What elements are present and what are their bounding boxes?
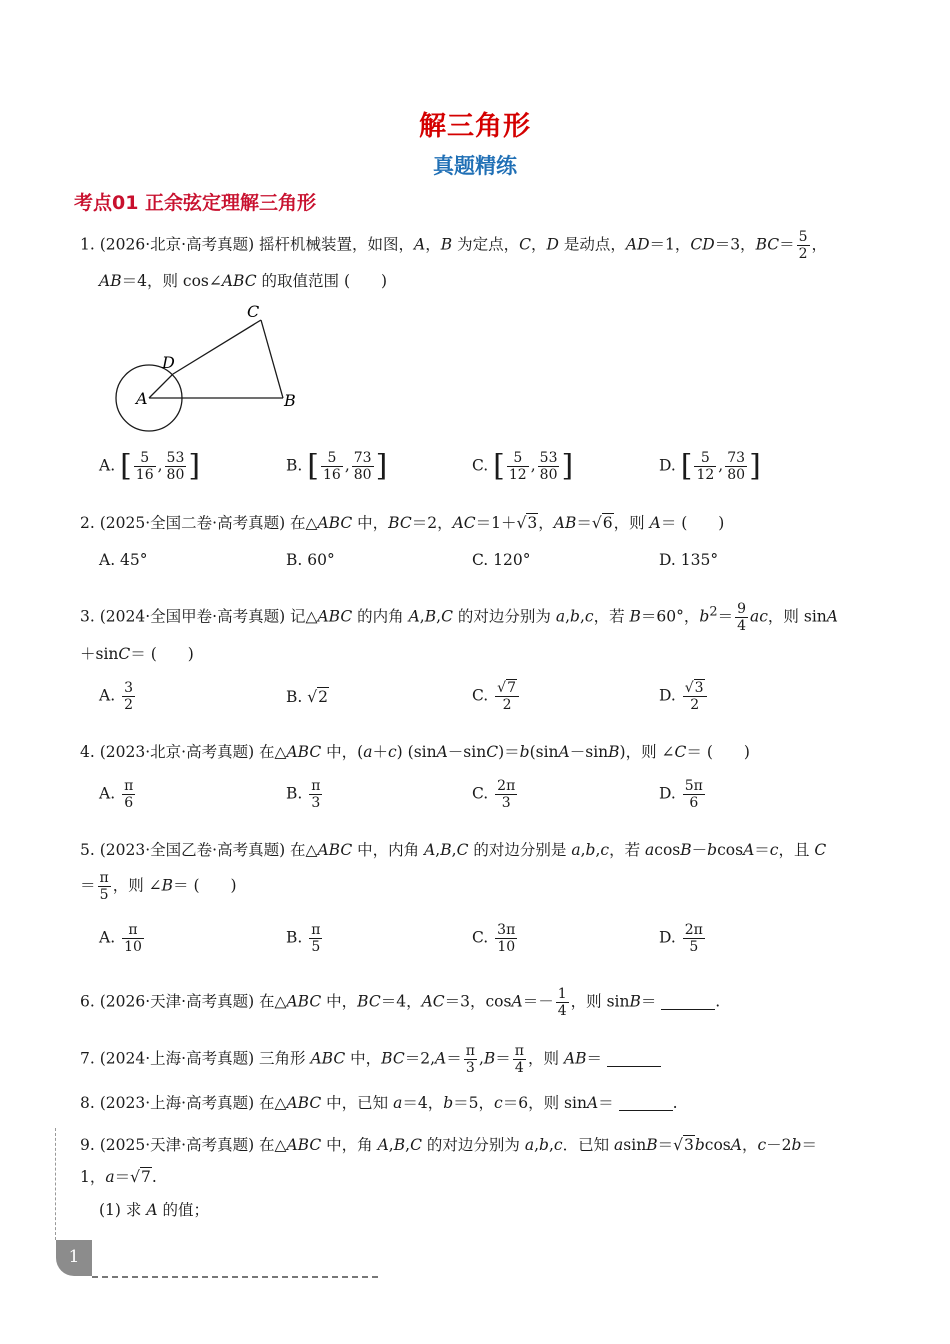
answer-blank-8[interactable] [619, 1110, 673, 1111]
q3-option-c[interactable]: C. $\frac{√7}{2}$ [472, 680, 521, 713]
question-9-line-1: 9. (2025·天津·高考真题) 在△ABC 中，角 A,B,C 的对边分别为 a,b,c．已知 asinB＝√3bcosA，c－2b＝ [80, 1136, 817, 1154]
linkage-diagram [108, 296, 308, 438]
footer-rule [92, 1276, 378, 1278]
question-3-line-1: 3. (2024·全国甲卷·高考真题) 记△ABC 的内角 A,B,C 的对边分别为 a,b,c，若 B＝60°，$b^2=$ $\frac{9}{4}$ ac，则 sinA [80, 601, 838, 634]
margin-rule [55, 1128, 56, 1240]
question-5-line-1: 5. (2023·全国乙卷·高考真题) 在△ABC 中，内角 A,B,C 的对边分别是 a,b,c，若 acosB－bcosA＝c，且 C [80, 841, 827, 859]
question-1-line-1: 1. (2026·北京·高考真题) 摇杆机械装置，如图，A，B 为定点，C，D 是动点，AD＝1，CD＝3，BC＝ $\frac{5}{2}$ ， [80, 229, 828, 262]
segment-ad [149, 374, 173, 398]
question-7-line-1: 7. (2024·上海·高考真题) 三角形 ABC 中，BC＝2,A＝ $\frac{\pi}{3}$ ,B＝ $\frac{\pi}{4}$ ，则 AB＝ [80, 1043, 661, 1076]
question-3-line-2: ＋sinC＝ ( ) [80, 645, 194, 663]
q5-option-b[interactable]: B. $\frac{\pi}{5}$ [286, 922, 321, 955]
q4-option-b[interactable]: B. $\frac{\pi}{3}$ [286, 778, 321, 811]
q3-option-a[interactable]: A. $\frac{3}{2}$ [99, 680, 133, 713]
question-6-line-1: 6. (2026·天津·高考真题) 在△ABC 中，BC＝4，AC＝3，cosA＝－ $\frac{1}{4}$ ，则 sinB＝ . [80, 986, 721, 1019]
page-title: 解三角形 [419, 111, 531, 142]
label-b: B [284, 391, 296, 410]
section-heading: 考点01 正余弦定理解三角形 [74, 192, 317, 214]
q3-option-b[interactable]: B. √2 [286, 688, 329, 706]
q5-option-c[interactable]: C. $\frac{3\pi}{10}$ [472, 922, 516, 955]
label-c: C [247, 302, 260, 321]
page-subtitle: 真题精练 [433, 154, 517, 178]
label-a: A [136, 389, 148, 408]
question-1-line-2: AB＝4，则 cos∠ABC 的取值范围 ( ) [99, 272, 388, 290]
segment-cb [261, 320, 283, 398]
q1-option-b[interactable]: B. [ $\frac{5}{16}$ , $\frac{73}{80}$ ] [286, 448, 388, 484]
page-number: 1 [56, 1240, 92, 1276]
fraction: $\frac{5}{2}$ [798, 229, 808, 262]
q1-option-d[interactable]: D. [ $\frac{5}{12}$ , $\frac{73}{80}$ ] [659, 448, 761, 484]
question-8-line-1: 8. (2023·上海·高考真题) 在△ABC 中，已知 a＝4，b＝5，c＝6，则 sinA＝ . [80, 1094, 678, 1112]
q2-option-d[interactable]: D. 135° [659, 551, 719, 569]
segment-dc [173, 320, 261, 374]
q4-option-d[interactable]: D. $\frac{5\pi}{6}$ [659, 778, 703, 811]
question-2-line-1: 2. (2025·全国二卷·高考真题) 在△ABC 中，BC＝2，AC＝1＋√3，AB＝√6，则 A＝ ( ) [80, 514, 725, 532]
q3-option-d[interactable]: D. $\frac{√3}{2}$ [659, 680, 709, 713]
q1-option-a[interactable]: A. [ $\frac{5}{16}$ , $\frac{53}{80}$ ] [99, 448, 201, 484]
answer-blank-6[interactable] [661, 1009, 715, 1010]
q1-option-c[interactable]: C. [ $\frac{5}{12}$ , $\frac{53}{80}$ ] [472, 448, 574, 484]
q5-option-d[interactable]: D. $\frac{2\pi}{5}$ [659, 922, 703, 955]
question-9-part-1: (1) 求 A 的值； [99, 1201, 209, 1219]
q4-option-a[interactable]: A. $\frac{\pi}{6}$ [99, 778, 134, 811]
q4-option-c[interactable]: C. $\frac{2\pi}{3}$ [472, 778, 516, 811]
q2-option-a[interactable]: A. 45° [99, 551, 148, 569]
question-4-line-1: 4. (2023·北京·高考真题) 在△ABC 中，(a＋c) (sinA－sinC)＝b(sinA－sinB)，则 ∠C＝ ( ) [80, 743, 750, 761]
label-d: D [162, 353, 175, 372]
question-5-line-2: ＝ $\frac{\pi}{5}$ ，则 ∠B＝ ( ) [80, 870, 237, 903]
q5-option-a[interactable]: A. $\frac{\pi}{10}$ [99, 922, 142, 955]
q2-option-b[interactable]: B. 60° [286, 551, 335, 569]
answer-blank-7[interactable] [607, 1066, 661, 1067]
q2-option-c[interactable]: C. 120° [472, 551, 531, 569]
question-9-line-2: 1，a＝√7. [80, 1168, 157, 1186]
